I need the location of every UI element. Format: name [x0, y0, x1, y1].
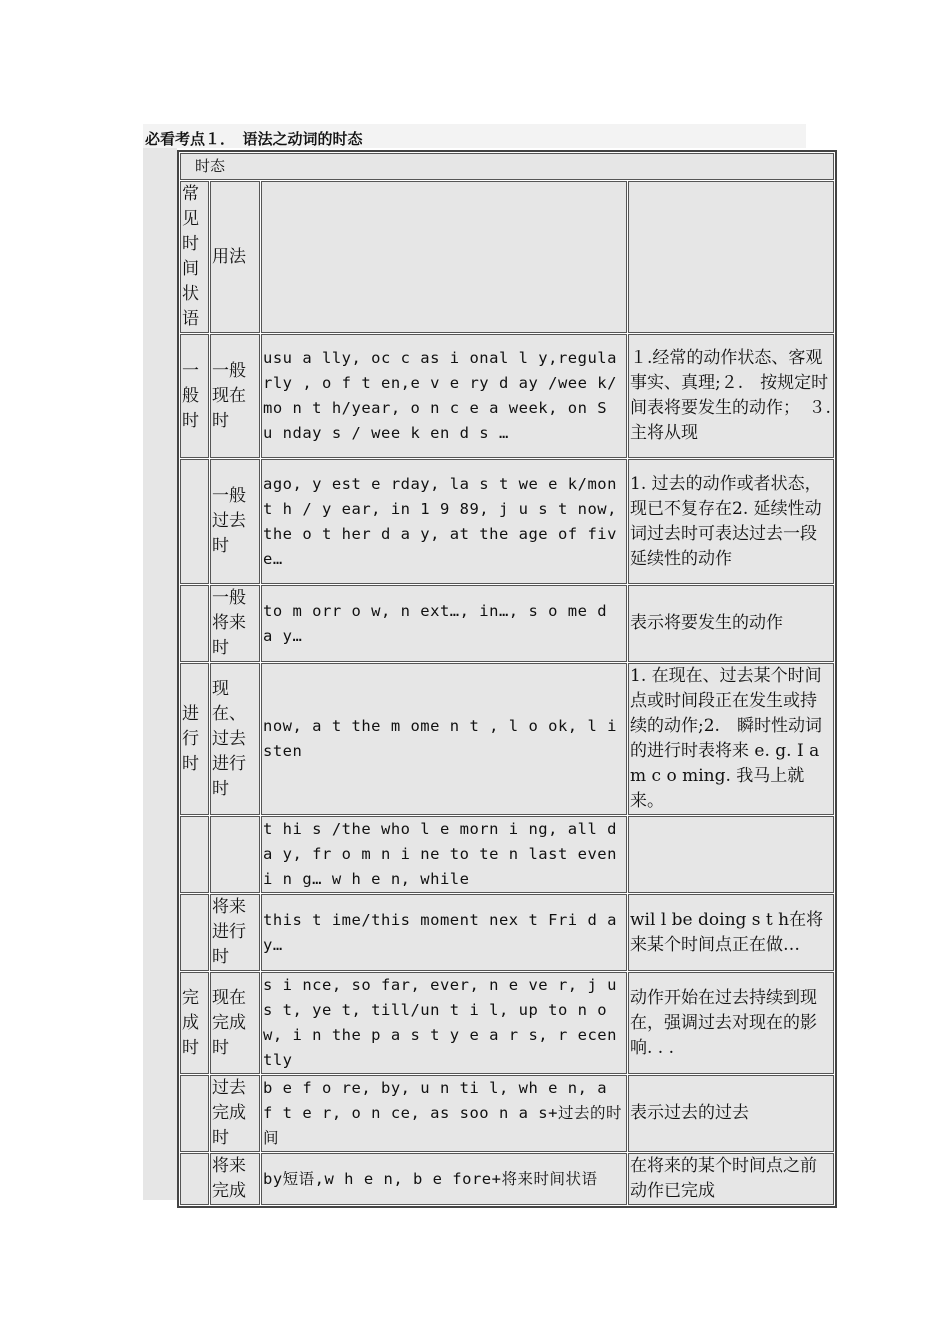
row-category	[180, 1153, 209, 1205]
row-usage: 在将来的某个时间点之前动作已完成	[628, 1153, 834, 1205]
row-category	[180, 585, 209, 662]
row-usage: 动作开始在过去持续到现在，强调过去对现在的影响. . .	[628, 972, 834, 1074]
table-title: 时态	[180, 153, 834, 180]
row-usage: 1. 在现在、过去某个时间点或时间段正在发生或持续的动作;2. 瞬时性动词的进行时表将来 e. g. I a m c o ming. 我马上就来。	[628, 663, 834, 815]
row-category: 完成时	[180, 972, 209, 1074]
column-header-meaning	[628, 181, 834, 333]
table-row	[180, 1153, 834, 1205]
row-usage: wil l be doing s t h在将来某个时间点正在做…	[628, 894, 834, 971]
row-tense: 过去完成时	[210, 1075, 260, 1152]
row-category	[180, 459, 209, 584]
table-title-row	[180, 153, 834, 180]
column-header-usage: 用法	[210, 181, 260, 333]
column-header-row	[180, 181, 834, 333]
row-tense: 将来完成	[210, 1153, 260, 1205]
row-category: 进行时	[180, 663, 209, 815]
row-tense: 将来进行时	[210, 894, 260, 971]
row-usage: １.经常的动作状态、客观事实、真理;２. 按规定时间表将要发生的动作； ３. 主将从现	[628, 334, 834, 458]
column-header-category: 常见时间状语	[180, 181, 209, 333]
row-tense	[210, 816, 260, 893]
row-category	[180, 816, 209, 893]
tense-table-wrapper	[177, 150, 848, 1208]
row-tense: 现在、过去进行时	[210, 663, 260, 815]
left-margin-strip	[143, 148, 177, 1200]
table-row	[180, 1075, 834, 1152]
row-usage: 表示将要发生的动作	[628, 585, 834, 662]
row-adverbials: usu a lly, oc c as i onal l y,regularly , o f t en,e v e ry d ay /wee k/mo n t h/year, o n c e a week, on S u nday s / wee k en d s …	[261, 334, 627, 458]
row-tense: 一般过去时	[210, 459, 260, 584]
row-category	[180, 1075, 209, 1152]
table-row	[180, 894, 834, 971]
row-adverbials: t hi s /the who l e morn i ng, all d a y, fr o m n i ne to te n last eveni n g… w h e n, while	[261, 816, 627, 893]
column-header-adverbials	[261, 181, 627, 333]
row-adverbials: ago, y est e rday, la s t we e k/mont h / y ear, in 1 9 89, j u s t now, the o t her d a y, at the age of fiv e…	[261, 459, 627, 584]
row-adverbials: b e f o re, by, u n ti l, wh e n, a f t e r, o n ce, as soo n a s+过去的时间	[261, 1075, 627, 1152]
page-heading: 必看考点１． 语法之动词的时态	[145, 130, 363, 148]
row-category	[180, 894, 209, 971]
row-usage	[628, 816, 834, 893]
row-adverbials: this t ime/this moment nex t Fri d a y…	[261, 894, 627, 971]
table-row	[180, 334, 834, 458]
row-adverbials: s i nce, so far, ever, n e ve r, j u s t, ye t, till/un t i l, up to n ow, i n the p a s t y e a r s, r ecently	[261, 972, 627, 1074]
row-adverbials: now, a t the m ome n t , l o ok, l isten	[261, 663, 627, 815]
table-row	[180, 459, 834, 584]
row-tense: 现在完成时	[210, 972, 260, 1074]
row-usage: 1. 过去的动作或者状态，现已不复存在2. 延续性动词过去时可表达过去一段延续性的动作	[628, 459, 834, 584]
row-tense: 一般现在时	[210, 334, 260, 458]
tense-table	[177, 150, 848, 1208]
row-category: 一般时	[180, 334, 209, 458]
table-row	[180, 972, 834, 1074]
table-row	[180, 663, 834, 815]
table-row	[180, 816, 834, 893]
row-tense: 一般将来时	[210, 585, 260, 662]
row-usage: 表示过去的过去	[628, 1075, 834, 1152]
row-adverbials: to m orr o w, n ext…, in…, s o me d a y…	[261, 585, 627, 662]
row-adverbials: by短语,w h e n, b e fore+将来时间状语	[261, 1153, 627, 1205]
table-row	[180, 585, 834, 662]
